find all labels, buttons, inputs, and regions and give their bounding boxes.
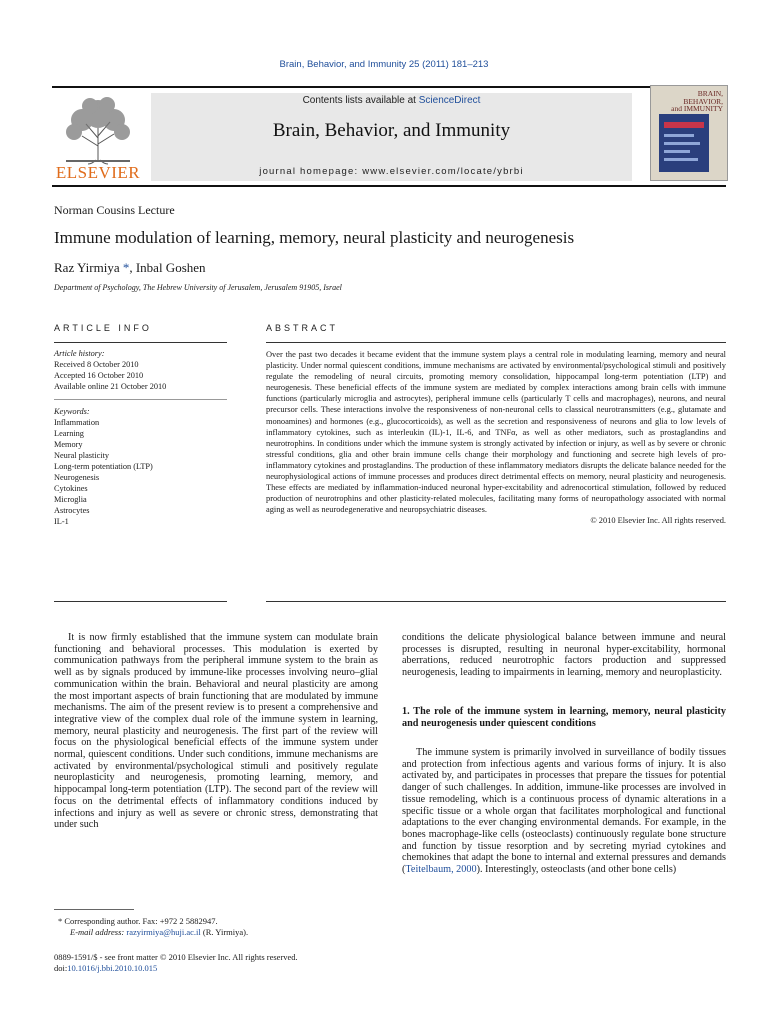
cover-title: BRAIN, BEHAVIOR, and IMMUNITY xyxy=(671,89,723,113)
footnote-marker: * xyxy=(58,916,63,926)
history-accepted: Accepted 16 October 2010 xyxy=(54,371,144,380)
cover-image xyxy=(659,114,709,172)
affiliation: Department of Psychology, The Hebrew University of Jerusalem, Jerusalem 91905, Israel xyxy=(54,283,342,292)
journal-citation[interactable]: Brain, Behavior, and Immunity 25 (2011) 181–213 xyxy=(279,59,489,70)
journal-title: Brain, Behavior, and Immunity xyxy=(272,120,511,141)
article-history xyxy=(54,348,227,392)
history-received: Received 8 October 2010 xyxy=(54,360,139,369)
history-divider xyxy=(54,399,227,400)
article-info-heading: ARTICLE INFO xyxy=(54,323,152,333)
abstract-text: Over the past two decades it became evident that the immune system plays a central role in modulating learning, memory and neural plasticity. Under normal quiescent conditions, immune mechanisms are activated by environmental/psychological stimuli and positively regulate the remodeling of neural circuits, promoting memory consolidation, hippocampal long-term potentiation (LTP) and neurogenesis. These beneficial effects of the immune system are mediated by complex interactions among brain cells with immune functions (particularly microglia and astrocytes), peripheral immune cells (particularly T cells and macrophages), neurons, and neural precursor cells. These interactions involve the responsiveness of non-neuronal cells to classical neurotransmitters (e.g., glutamate and monoamines) and hormones (e.g., glucocorticoids), as well as the secretion and responsiveness of neurons and glia to low levels of inflammatory cytokines, such as interleukin (IL)-1, IL-6, and TNFα, as well as other mediators, such as prostaglandins and neurotrophins. In conditions under which the immune system is strongly activated by infection or injury, as well as by severe or chronic stressful conditions, glia and other brain immune cells change their morphology and functioning and secrete high levels of pro-inflammatory cytokines and prostaglandins. The production of these inflammatory mediators disrupts the delicate balance needed for the neurophysiological actions of immune processes and produces direct detrimental effects on memory, neural plasticity and neurogenesis. These effects are mediated by inflammation-induced neuronal hyper-excitability and adrenocortical stimulation, followed by reduced production of neurotrophins and other plasticity-related molecules, facilitating many forms of neuropathology associated with normal aging as well as neurodegenerative and neuropsychiatric diseases. xyxy=(266,350,726,515)
footnote-corresponding: Corresponding author. Fax: +972 2 5882947. xyxy=(62,916,218,926)
article-info-rule xyxy=(54,342,227,343)
keywords-block xyxy=(54,406,227,527)
corresponding-author-marker[interactable]: * xyxy=(119,260,130,275)
paragraph-text: The immune system is primarily involved in surveillance of bodily tissues and protection from infectious agents and various forms of injury. It is also activated by, and participates in processes that prepare the tissues for potential danger of such challenges. In addition, immune-like processes are involved in tissue remodeling, which is a continuous process of dynamic alterations in a specific tissue or a whole organ that facilitates morphological and functional adaptations to the ever changing environmental demands. For example, in the bones macrophage-like cells (osteoclasts) continuously regulate bone structure and function by tissue resorption and by secreting myriad cytokines and chemokines that adapt the bone to internal and external pressures and demands ( xyxy=(402,747,726,876)
history-online: Available online 21 October 2010 xyxy=(54,382,167,391)
footnote-rule xyxy=(54,909,134,910)
abstract-rule xyxy=(266,342,726,343)
doi-label: doi: xyxy=(54,962,68,973)
body-left-column xyxy=(54,632,378,831)
article-type: Norman Cousins Lecture xyxy=(54,203,175,217)
keyword: IL-1 xyxy=(54,517,69,526)
article-title: Immune modulation of learning, memory, neural plasticity and neurogenesis xyxy=(54,228,575,247)
keyword: Cytokines xyxy=(54,484,88,493)
article-info-bottom-rule xyxy=(54,601,227,602)
issn-line: 0889-1591/$ - see front matter © 2010 Elsevier Inc. All rights reserved. xyxy=(54,952,298,962)
email-label: E-mail address: xyxy=(70,926,127,937)
keyword: Inflammation xyxy=(54,418,100,427)
section-heading: 1. The role of the immune system in learning, memory, neural plasticity and neurogenesis under quiescent conditions xyxy=(402,705,726,730)
header-top-rule xyxy=(52,86,726,88)
paragraph-text-tail: ). Interestingly, osteoclasts (and other bone cells) xyxy=(476,864,677,876)
author-name[interactable]: , Inbal Goshen xyxy=(129,260,206,275)
body-paragraph xyxy=(402,747,726,876)
email-suffix: (R. Yirmiya). xyxy=(200,926,249,937)
history-label: Article history: xyxy=(54,349,105,358)
keyword: Neural plasticity xyxy=(54,451,110,460)
sciencedirect-link[interactable]: ScienceDirect xyxy=(418,95,481,106)
page-footer xyxy=(54,952,394,973)
footnote xyxy=(58,916,378,937)
keywords-label: Keywords: xyxy=(54,407,90,416)
contents-prefix: Contents lists available at xyxy=(302,95,419,106)
author-name[interactable]: Raz Yirmiya xyxy=(54,260,120,275)
author-email-link[interactable]: razyirmiya@huji.ac.il xyxy=(126,926,201,937)
abstract-body xyxy=(266,349,726,527)
abstract-heading: ABSTRACT xyxy=(266,323,339,333)
body-paragraph: It is now firmly established that the immune system can modulate brain functioning and behavioral processes. This modulation is exerted by communication pathways from the peripheral immune system to the brain as well as by signals produced by immune-like processes involving neuro–glial communication within the brain. Behavioral and neural plasticity are among the most important aspects of brain functioning that are modulated by immune mechanisms. The aim of the present review is to present a comprehensive and integrative view of the complex dual role of the immune system in learning, memory, neural plasticity and neurogenesis. The first part of the review will focus on the physiological beneficial effects of the immune system under normal, quiescent conditions. Under such conditions, immune mechanisms are activated by environmental/psychological stimuli and positively regulate neuroplasticity and neurogenesis, promoting learning, memory, and hippocampal long-term potentiation (LTP). The second part of the review will focus on the detrimental effects of inflammatory conditions induced by infections and injury as well as severe or chronic stress, demonstrating that under such xyxy=(54,632,378,831)
journal-cover-thumbnail[interactable] xyxy=(650,85,728,181)
keyword: Microglia xyxy=(54,495,87,504)
abstract-copyright: © 2010 Elsevier Inc. All rights reserved. xyxy=(590,516,726,526)
author-list xyxy=(54,260,206,276)
body-right-column xyxy=(402,632,726,876)
keyword: Neurogenesis xyxy=(54,473,100,482)
header-bottom-rule xyxy=(52,185,726,187)
keyword: Learning xyxy=(54,429,84,438)
keyword: Long-term potentiation (LTP) xyxy=(54,462,153,471)
contents-line xyxy=(151,95,632,106)
citation-link[interactable]: Teitelbaum, 2000 xyxy=(405,864,477,876)
abstract-bottom-rule xyxy=(266,601,726,602)
doi-link[interactable]: 10.1016/j.bbi.2010.10.015 xyxy=(67,962,158,973)
keyword: Memory xyxy=(54,440,83,449)
journal-homepage[interactable]: journal homepage: www.elsevier.com/locate/ybrbi xyxy=(259,166,524,177)
body-paragraph: conditions the delicate physiological balance between immune and neural processes is disrupted, resulting in neuronal hyper-excitability, hormonal aberrations, reduced neurotrophic factors production and suppressed neurogenesis, leading to impairments in learning, memory and neuroplasticity. xyxy=(402,632,726,679)
elsevier-wordmark: ELSEVIER xyxy=(55,163,141,182)
keyword: Astrocytes xyxy=(54,506,90,515)
